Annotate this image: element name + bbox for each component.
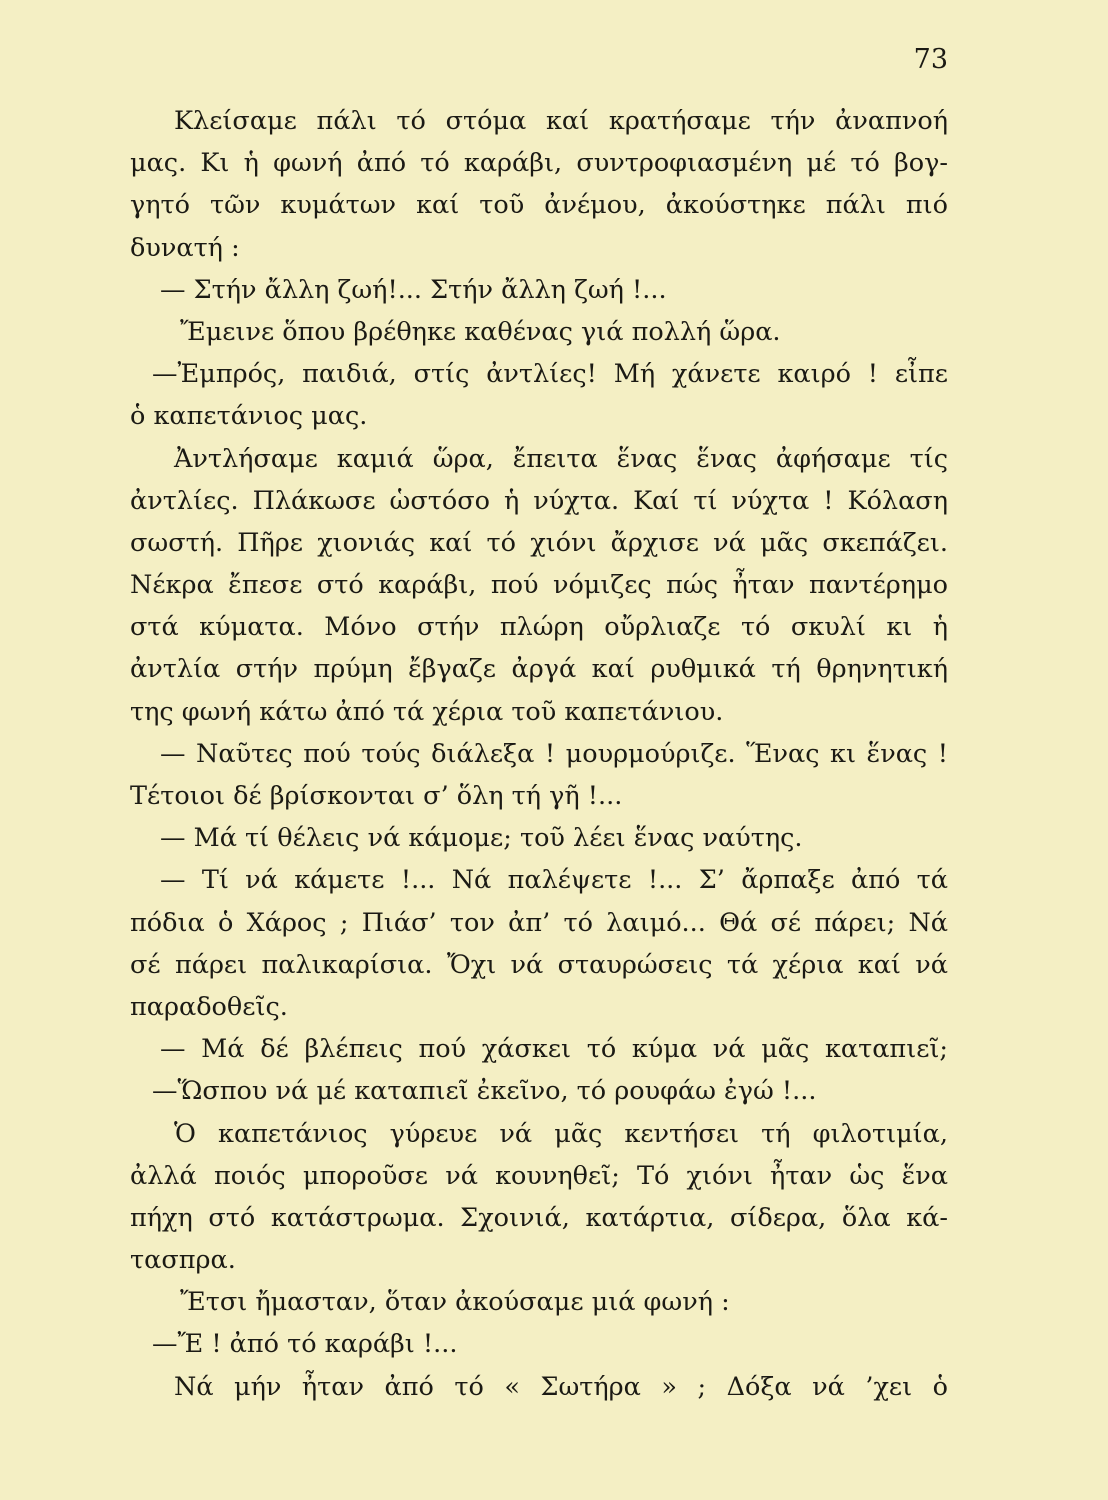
text-line: ὁ καπετάνιος μας.	[130, 401, 368, 432]
text-line: — Στήν ἄλλη ζωή!... Στήν ἄλλη ζωή !...	[160, 274, 667, 305]
text-line: της φωνή κάτω ἀπό τά χέρια τοῦ καπετάνιου.	[130, 696, 724, 727]
text-line: Ὁ καπετάνιος γύρευε νά μᾶς κεντήσει τή φιλοτιμία,	[174, 1118, 948, 1149]
text-line: ἀντλίες. Πλάκωσε ὡστόσο ἡ νύχτα. Καί τί νύχτα ! Κόλαση	[130, 485, 948, 516]
text-line: Νά μήν ἦταν ἀπό τό « Σωτήρα » ; Δόξα νά ’χει ὁ	[174, 1371, 948, 1402]
text-line: στά κύματα. Μόνο στήν πλώρη οὔρλιαζε τό σκυλί κι ἡ	[130, 612, 948, 643]
text-line: γητό τῶν κυμάτων καί τοῦ ἀνέμου, ἀκούστηκε πάλι πιό	[130, 190, 948, 221]
text-line: σέ πάρει παλικαρίσια. Ὄχι νά σταυρώσεις τά χέρια καί νά	[130, 949, 948, 980]
text-line: — Μά δέ βλέπεις πού χάσκει τό κύμα νά μᾶς καταπιεῖ;	[160, 1034, 948, 1065]
text-line: — Μά τί θέλεις νά κάμομε; τοῦ λέει ἕνας ναύτης.	[160, 823, 803, 854]
body-text	[130, 100, 948, 1408]
text-line: μας. Κι ἡ φωνή ἀπό τό καράβι, συντροφιασμένη μέ τό βογ-	[130, 148, 948, 179]
text-line: — Ναῦτες πού τούς διάλεξα ! μουρμούριζε. Ἕνας κι ἕνας !	[160, 738, 948, 769]
text-line: — Τί νά κάμετε !... Νά παλέψετε !... Σ’ ἄρπαξε ἀπό τά	[160, 865, 948, 896]
text-line: σωστή. Πῆρε χιονιάς καί τό χιόνι ἄρχισε νά μᾶς σκεπάζει.	[130, 527, 948, 558]
text-line: —Ἔ ! ἀπό τό καράβι !...	[152, 1329, 458, 1360]
text-line: τασπρα.	[130, 1245, 236, 1276]
text-line: Νέκρα ἔπεσε στό καράβι, πού νόμιζες πώς ἦταν παντέρημο	[130, 570, 948, 601]
text-line: παραδοθεῖς.	[130, 991, 288, 1022]
text-line: ἀντλία στήν πρύμη ἔβγαζε ἀργά καί ρυθμικά τή θρηνητική	[130, 654, 948, 685]
text-line: Κλείσαμε πάλι τό στόμα καί κρατήσαμε τήν ἀναπνοή	[174, 106, 948, 136]
text-line: πόδια ὁ Χάρος ; Πιάσ’ τον ἀπ’ τό λαιμό... Θά σέ πάρει; Νά	[130, 907, 948, 938]
text-line: ἀλλά ποιός μποροῦσε νά κουνηθεῖ; Τό χιόνι ἦταν ὡς ἕνα	[130, 1160, 948, 1191]
text-line: Ἔμεινε ὅπου βρέθηκε καθένας γιά πολλή ὥρα.	[180, 316, 781, 347]
text-line: δυνατή :	[130, 232, 240, 263]
text-line: —Ὥσπου νά μέ καταπιεῖ ἐκεῖνο, τό ρουφάω ἐγώ !...	[152, 1076, 817, 1107]
text-line: πήχη στό κατάστρωμα. Σχοινιά, κατάρτια, σίδερα, ὅλα κά-	[130, 1202, 948, 1233]
text-line: —Ἐμπρός, παιδιά, στίς ἀντλίες! Μή χάνετε καιρό ! εἶπε	[152, 359, 948, 390]
text-line: Ἔτσι ἤμασταν, ὅταν ἀκούσαμε μιά φωνή :	[180, 1287, 730, 1318]
page-number: 73	[913, 44, 948, 75]
text-line: Ἀντλήσαμε καμιά ὥρα, ἔπειτα ἕνας ἕνας ἀφήσαμε τίς	[174, 443, 948, 474]
text-line: Τέτοιοι δέ βρίσκονται σ’ ὅλη τή γῆ !...	[130, 781, 623, 811]
